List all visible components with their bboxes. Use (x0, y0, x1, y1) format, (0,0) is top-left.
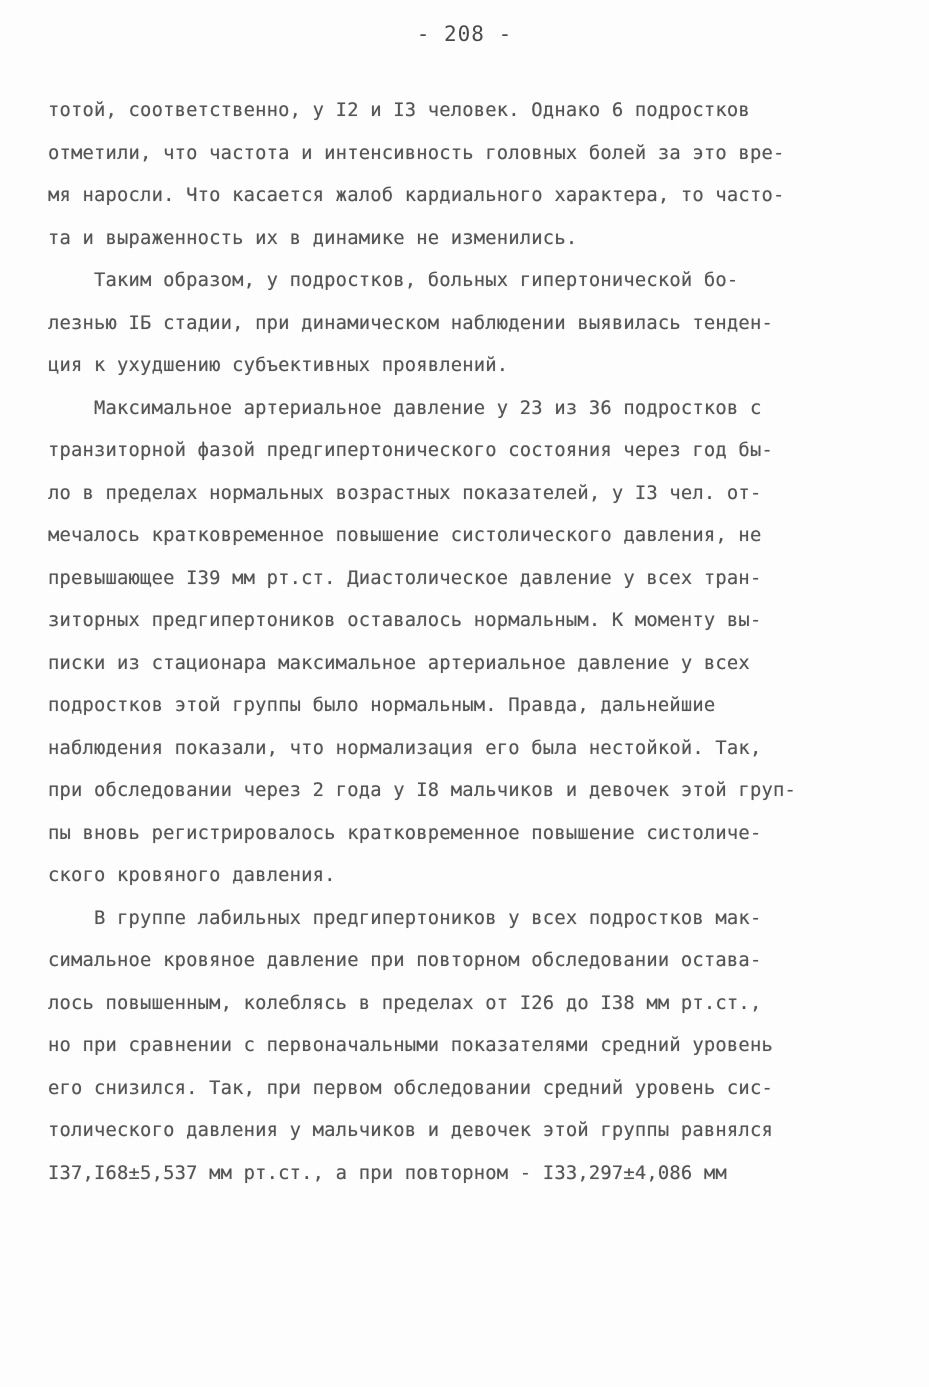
text-line: В группе лабильных предгипертоников у всех подростков мак- (48, 907, 762, 929)
text-line: подростков этой группы было нормальным. Правда, дальнейшие (48, 695, 716, 716)
text-line: его снизился. Так, при первом обследовании средний уровень сис- (48, 1077, 773, 1099)
text-line: Максимальное артериальное давление у 23 из 36 подростков с (48, 397, 762, 419)
text-line: ло в пределах нормальных возрастных показателей, у I3 чел. от- (48, 482, 762, 504)
text-line: отметили, что частота и интенсивность головных болей за это вре- (48, 142, 785, 164)
text-line: писки из стационара максимальное артериальное давление у всех (48, 652, 750, 674)
text-line: транзиторной фазой предгипертонического состояния через год бы- (48, 440, 773, 461)
text-line: превышающее I39 мм рт.ст. Диастолическое давление у всех тран- (48, 567, 762, 589)
text-line: при обследовании через 2 года у I8 мальчиков и девочек этой груп- (48, 780, 796, 801)
text-line: мечалось кратковременное повышение систолического давления, не (48, 525, 762, 546)
text-line: толического давления у мальчиков и девочек этой группы равнялся (48, 1120, 773, 1141)
text-line: I37,I68±5,537 мм рт.ст., а при повторном - I33,297±4,086 мм (48, 1162, 727, 1184)
text-line: но при сравнении с первоначальными показателями средний уровень (48, 1035, 773, 1056)
text-line: лезнью IБ стадии, при динамическом наблюдении выявилась тенден- (48, 312, 773, 334)
text-line: ция к ухудшению субъективных проявлений. (48, 355, 509, 376)
page-number: - 208 - (416, 22, 513, 46)
text-line: пы вновь регистрировалось кратковременное повышение систоличе- (48, 822, 762, 844)
text-line: зиторных предгипертоников оставалось нормальным. К моменту вы- (48, 610, 762, 631)
text-line: Таким образом, у подростков, больных гипертонической бо- (48, 270, 739, 291)
text-line: тотой, соответственно, у I2 и I3 человек. Однако 6 подростков (48, 100, 750, 121)
text-line: наблюдения показали, что нормализация его была нестойкой. Так, (48, 737, 762, 759)
body-text (48, 90, 888, 1195)
text-line: лось повышенным, колеблясь в пределах от I26 до I38 мм рт.ст., (48, 992, 762, 1014)
text-line: ского кровяного давления. (48, 865, 336, 886)
text-line: та и выраженность их в динамике не изменились. (48, 227, 578, 249)
text-line: мя наросли. Что касается жалоб кардиального характера, то часто- (48, 185, 785, 206)
text-line: симальное кровяное давление при повторном обследовании остава- (48, 950, 762, 971)
